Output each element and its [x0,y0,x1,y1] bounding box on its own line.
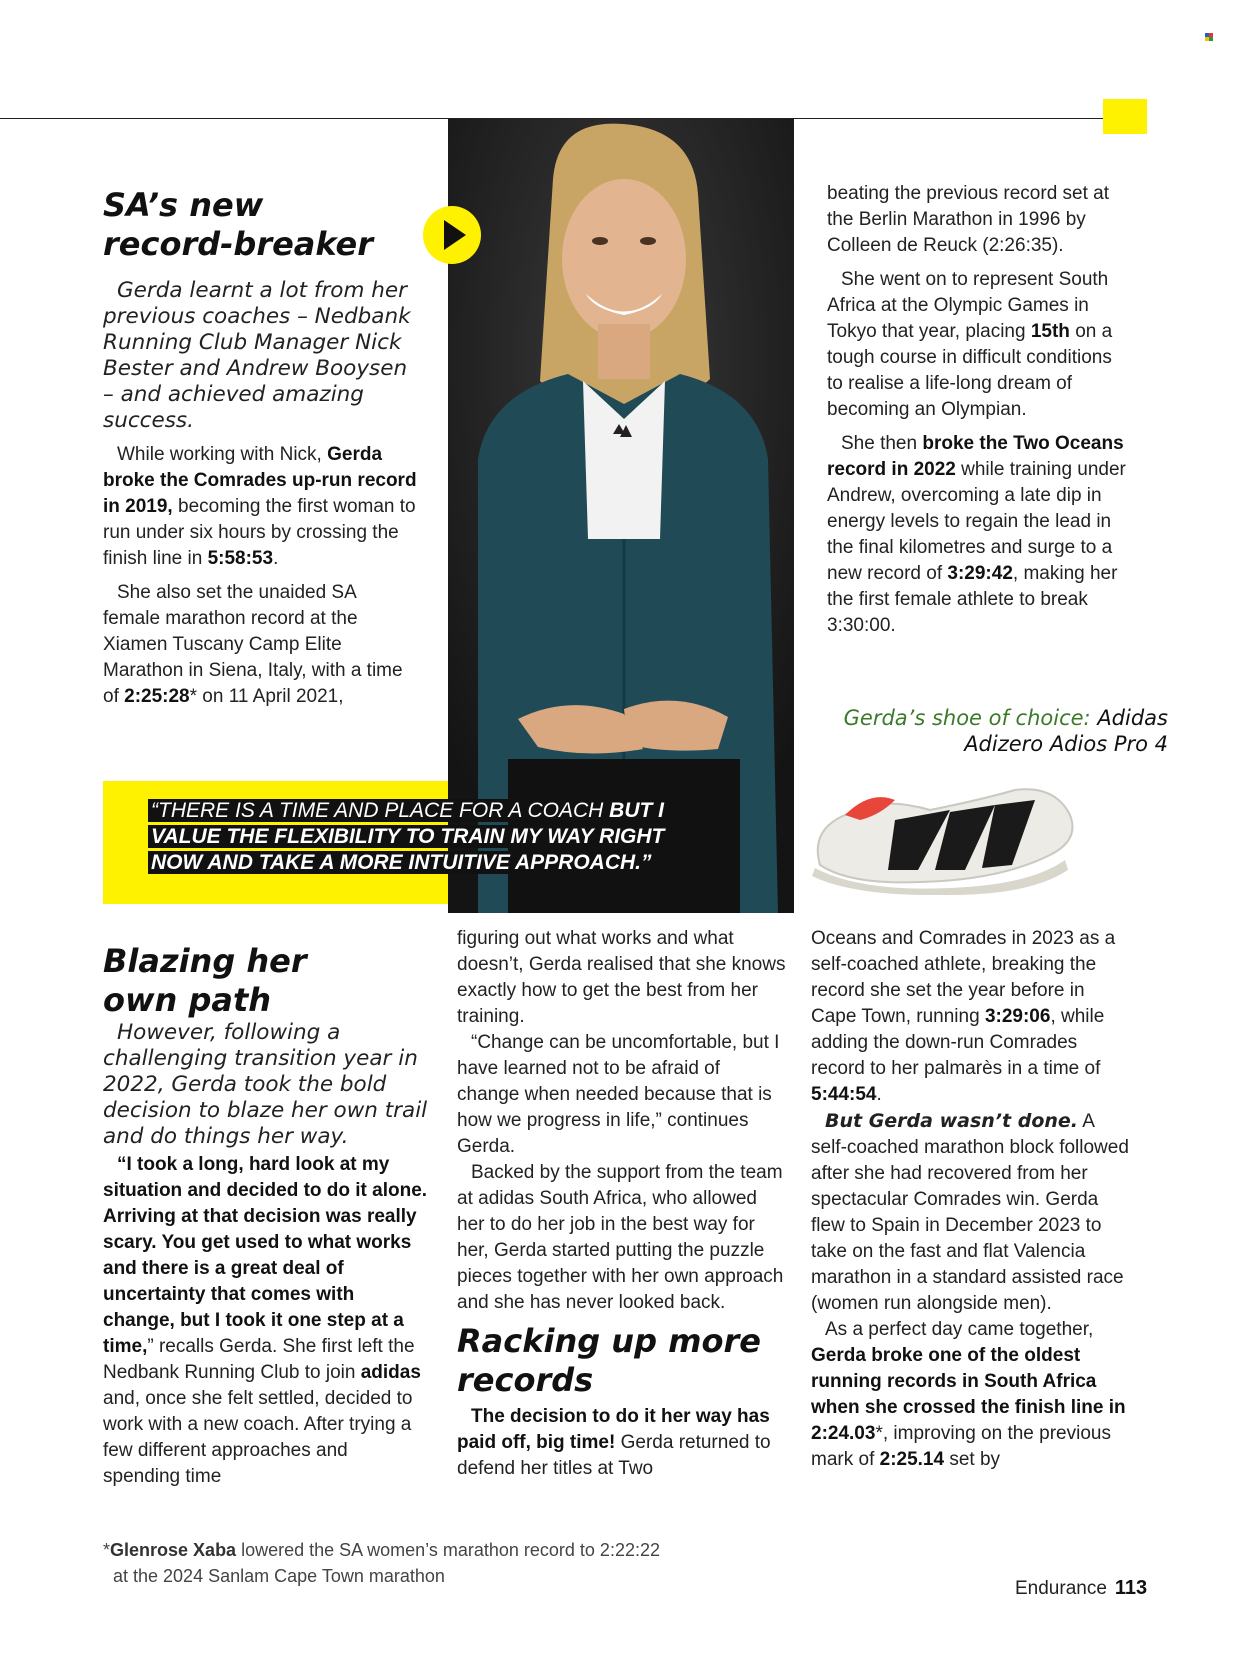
section2-heading-line1: Blazing her [103,942,307,980]
pullquote-line1b: BUT I [609,799,664,822]
right-bottom-paragraph3: As a perfect day came together, Gerda broke one of the oldest running records in South Africa when she crossed the finish line in 2:24.03*, improving on the previous mark of 2:25.14 set by [811,1319,1126,1470]
pullquote [148,800,748,878]
middle-column [457,926,787,1482]
athlete-photo [448,119,794,913]
section1-column [103,186,418,710]
section2-paragraph1: “I took a long, hard look at my situation and decided to do it alone. Arriving at that decision was really scary. You get used to what works and there is a great deal of uncertainty that comes with change, but I took it one step at a time,” recalls Gerda. She first left the Nedbank Running Club to join adidas and, once she felt settled, decided to work with a new coach. After trying a few different approaches and spending time [103,1154,428,1487]
right-top-paragraph2: She went on to represent South Africa at the Olympic Games in Tokyo that year, placing 15th on a tough course in difficult conditions to realise a life-long dream of becoming an Olympian. [827,269,1113,420]
shoe-caption-name: Adidas Adizero Adios Pro 4 [964,706,1168,756]
section1-lead: Gerda learnt a lot from her previous coaches – Nedbank Running Club Manager Nick Bester and Andrew Booysen – and achieved amazing success. [103,278,411,433]
footnote-line2: at the 2024 Sanlam Cape Town marathon [113,1566,445,1586]
right-bottom-paragraph2: But Gerda wasn’t done. A self-coached marathon block followed after she had recovered from her spectacular Comrades win. Gerda flew to Spain in December 2023 to take on the fast and flat Valencia marathon in a standard assisted race (women run alongside men). [811,1110,1129,1314]
records-heading-line2: records [457,1361,594,1399]
pullquote-line3: NOW AND TAKE A MORE INTUITIVE APPROACH.” [151,851,652,874]
right-column-top [827,181,1127,639]
section2-column [103,942,428,1490]
footnote: *Glenrose Xaba lowered the SA women’s marathon record to 2:22:22 at the 2024 Sanlam Cape Town marathon [103,1540,660,1586]
section1-paragraph2: She also set the unaided SA female marathon record at the Xiamen Tuscany Camp Elite Marathon in Siena, Italy, with a time of 2:25:28* on 11 April 2021, [103,582,403,707]
section1-paragraph1: While working with Nick, Gerda broke the Comrades up-run record in 2019, becoming the first woman to run under six hours by crossing the finish line in 5:58:53. [103,444,417,569]
corner-color-mark [1205,33,1213,41]
pullquote-line1a: “THERE IS A TIME AND PLACE FOR A COACH [151,799,610,822]
section1-heading [103,186,418,264]
section1-heading-line2: record-breaker [103,225,374,263]
footnote-name: Glenrose Xaba [110,1540,237,1560]
right-top-paragraph3: She then broke the Two Oceans record in 2022 while training under Andrew, overcoming a late dip in energy levels to regain the lead in the final kilometres and surge to a new record of 3:29:42, making her the first female athlete to break 3:30:00. [827,433,1126,636]
pullquote-line2: VALUE THE FLEXIBILITY TO TRAIN MY WAY RIGHT [151,825,665,848]
play-icon[interactable] [422,205,482,265]
section2-lead: However, following a challenging transition year in 2022, Gerda took the bold decision to blaze her own trail and do things her way. [103,1020,428,1149]
middle-paragraph2: “Change can be uncomfortable, but I have learned not to be afraid of change when needed because that is how we progress in life,” continues Gerda. [457,1032,780,1157]
middle-paragraph1: figuring out what works and what doesn’t, Gerda realised that she knows exactly how to get the best from her training. [457,928,786,1027]
right-top-paragraph1: beating the previous record set at the Berlin Marathon in 1996 by Colleen de Reuck (2:26:35). [827,183,1110,256]
middle-paragraph4: The decision to do it her way has paid off, big time! Gerda returned to defend her titles at Two [457,1406,771,1479]
section2-heading [103,942,428,1020]
right-bottom-paragraph1: Oceans and Comrades in 2023 as a self-coached athlete, breaking the record she set the year before in Cape Town, running 3:29:06, while adding the down-run Comrades record to her palmarès in a time of 5:44:54. [811,928,1116,1105]
page-folio [1015,1577,1147,1600]
page-number: 113 [1114,1577,1148,1599]
corner-yellow-block [1103,99,1147,134]
section2-heading-line2: own path [103,981,272,1019]
shoe-caption [820,705,1168,757]
records-heading [457,1322,787,1400]
records-heading-line1: Racking up more [457,1322,761,1360]
shoe-image [800,770,1090,895]
middle-paragraph3: Backed by the support from the team at adidas South Africa, who allowed her to do her job in the best way for her, Gerda started putting the puzzle pieces together with her own approach and she has never looked back. [457,1162,784,1313]
right-column-bottom [811,926,1129,1473]
shoe-caption-label: Gerda’s shoe of choice: [843,706,1091,730]
magazine-name: Endurance [1015,1578,1107,1599]
section1-heading-line1: SA’s new [103,186,264,224]
